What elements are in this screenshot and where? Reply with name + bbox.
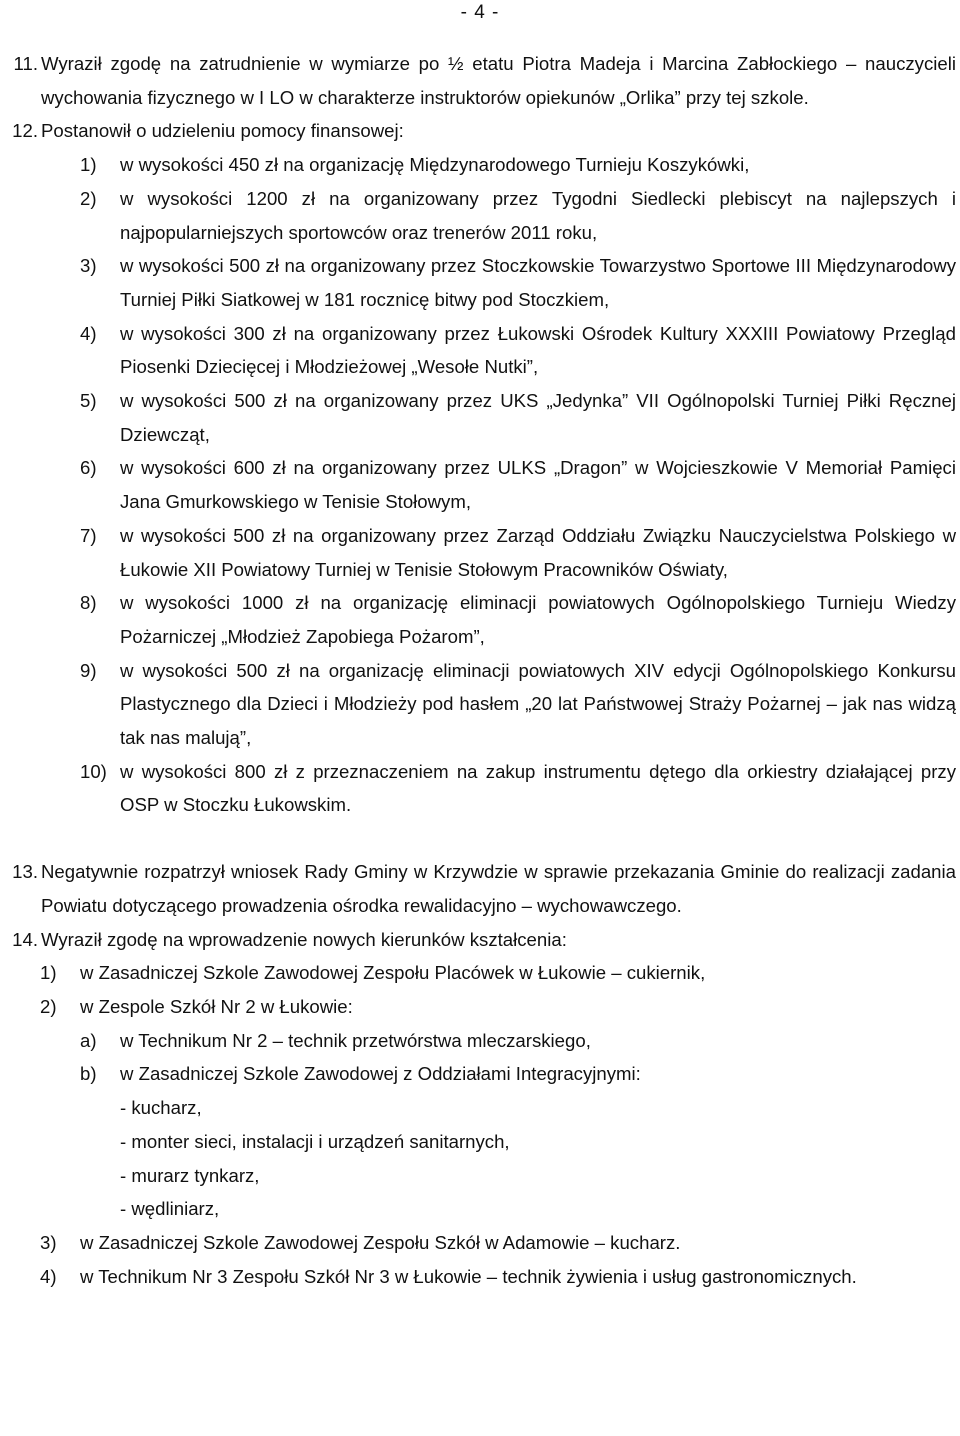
list-item <box>0 1024 960 1058</box>
list-item-text: w wysokości 500 zł na organizowany przez Zarząd Oddziału Związku Nauczycielstwa Polskiego w Łukowie XII Powiatowy Turniej w Tenisie Stołowym Pracowników Oświaty, <box>120 524 956 580</box>
list-item-number: 3) <box>40 1231 57 1253</box>
list-item-text: w wysokości 500 zł na organizowany przez Stoczkowskie Towarzystwo Sportowe III Międzynarodowy Turniej Piłki Siatkowej w 181 rocznicę bitwy pod Stoczkiem, <box>120 255 956 310</box>
item-number: 12. <box>12 120 38 142</box>
list-item-number: 4) <box>80 322 97 344</box>
list-item-number: 1) <box>40 962 57 984</box>
list-item-text: w wysokości 450 zł na organizację Międzynarodowego Turnieju Koszykówki, <box>120 154 750 176</box>
list-item <box>0 182 960 249</box>
list-item <box>0 654 960 755</box>
list-item-number: 2) <box>40 995 57 1017</box>
list-item-letter: b) <box>80 1063 97 1085</box>
list-item-text: w wysokości 500 zł na organizację eliminacji powiatowych XIV edycji Ogólnopolskiego Konkursu Plastycznego dla Dzieci i Młodzieży pod hasłem „20 lat Państwowej Straży Pożarnej – jak nas widzą tak nas malują”, <box>120 659 956 749</box>
list-item <box>0 990 960 1024</box>
resolution-item-13 <box>0 855 960 922</box>
list-item <box>0 586 960 653</box>
list-item-text: w wysokości 600 zł na organizowany przez ULKS „Dragon” w Wojcieszkowie V Memoriał Pamięci Jana Gmurkowskiego w Tenisie Stołowym, <box>120 457 956 513</box>
list-item-number: 3) <box>80 255 97 277</box>
list-item-text: w Zasadniczej Szkole Zawodowej Zespołu Szkół w Adamowie – kucharz. <box>80 1231 681 1253</box>
list-item <box>0 519 960 586</box>
list-item-text: w Zespole Szkół Nr 2 w Łukowie: <box>80 995 353 1017</box>
profession-item: - murarz tynkarz, <box>120 1164 260 1186</box>
list-item-number: 8) <box>80 592 97 614</box>
list-item-text: w wysokości 300 zł na organizowany przez Łukowski Ośrodek Kultury XXXIII Powiatowy Przegląd Piosenki Dziecięcej i Młodzieżowej „Wesołe Nutki”, <box>120 322 956 378</box>
item-text: Wyraził zgodę na wprowadzenie nowych kierunków kształcenia: <box>41 928 567 950</box>
list-item <box>0 384 960 451</box>
item-text: Postanowił o udzieleniu pomocy finansowej: <box>41 120 404 142</box>
list-item-text: w Technikum Nr 3 Zespołu Szkół Nr 3 w Łukowie – technik żywienia i usług gastronomicznych. <box>80 1265 857 1287</box>
item-number: 11. <box>13 53 38 74</box>
resolution-item-14 <box>0 923 960 957</box>
list-item <box>0 317 960 384</box>
list-item-text: w Zasadniczej Szkole Zawodowej z Oddziałami Integracyjnymi: <box>120 1063 641 1085</box>
list-item <box>0 956 960 990</box>
item-text: Wyraził zgodę na zatrudnienie w wymiarze po ½ etatu Piotra Madeja i Marcina Zabłockiego – nauczycieli wychowania fizycznego w I LO w charakterze instruktorów opiekunów „Orlika” przy tej szkole. <box>41 53 956 108</box>
resolution-item-12 <box>0 114 960 148</box>
list-item <box>0 755 960 822</box>
resolution-item-11 <box>0 47 960 114</box>
list-item-letter: a) <box>80 1029 97 1051</box>
list-item-number: 6) <box>80 457 97 479</box>
list-item-number: 10) <box>80 760 107 782</box>
item-number: 13. <box>12 861 38 883</box>
list-item-text: w Technikum Nr 2 – technik przetwórstwa mleczarskiego, <box>120 1029 591 1051</box>
document-body <box>0 47 960 1293</box>
list-item <box>0 1226 960 1260</box>
list-item-text: w wysokości 1200 zł na organizowany przez Tygodni Siedlecki plebiscyt na najlepszych i najpopularniejszych sportowców oraz trenerów 2011 roku, <box>120 187 956 243</box>
profession-item: - wędliniarz, <box>120 1198 220 1220</box>
list-item-number: 1) <box>80 154 97 176</box>
list-item <box>0 249 960 316</box>
list-item-text: w wysokości 1000 zł na organizację eliminacji powiatowych Ogólnopolskiego Turnieju Wiedzy Pożarniczej „Młodzież Zapobiega Pożarom”, <box>120 592 956 647</box>
list-item <box>0 148 960 182</box>
list-item-number: 4) <box>40 1265 57 1287</box>
page-number: - 4 - <box>460 2 500 23</box>
profession-item: - kucharz, <box>120 1097 202 1119</box>
list-item-number: 9) <box>80 659 97 681</box>
list-item <box>0 1260 960 1294</box>
paragraph-spacer <box>0 822 960 855</box>
profession-item: - monter sieci, instalacji i urządzeń sanitarnych, <box>120 1130 510 1152</box>
list-item <box>0 1057 960 1091</box>
list-item-number: 2) <box>80 187 97 209</box>
list-item-number: 7) <box>80 524 97 546</box>
list-item-text: w wysokości 800 zł z przeznaczeniem na zakup instrumentu dętego dla orkiestry działającej przy OSP w Stoczku Łukowskim. <box>120 760 956 816</box>
list-item <box>0 451 960 518</box>
list-item-number: 5) <box>80 390 97 412</box>
item-text: Negatywnie rozpatrzył wniosek Rady Gminy w Krzywdzie w sprawie przekazania Gminie do realizacji zadania Powiatu dotyczącego prowadzenia ośrodka rewalidacyjno – wychowawczego. <box>41 861 956 916</box>
list-item-text: w wysokości 500 zł na organizowany przez UKS „Jedynka” VII Ogólnopolski Turniej Piłki Ręcznej Dziewcząt, <box>120 390 956 445</box>
list-item-text: w Zasadniczej Szkole Zawodowej Zespołu Placówek w Łukowie – cukiernik, <box>80 962 706 984</box>
item-number: 14. <box>12 928 38 950</box>
